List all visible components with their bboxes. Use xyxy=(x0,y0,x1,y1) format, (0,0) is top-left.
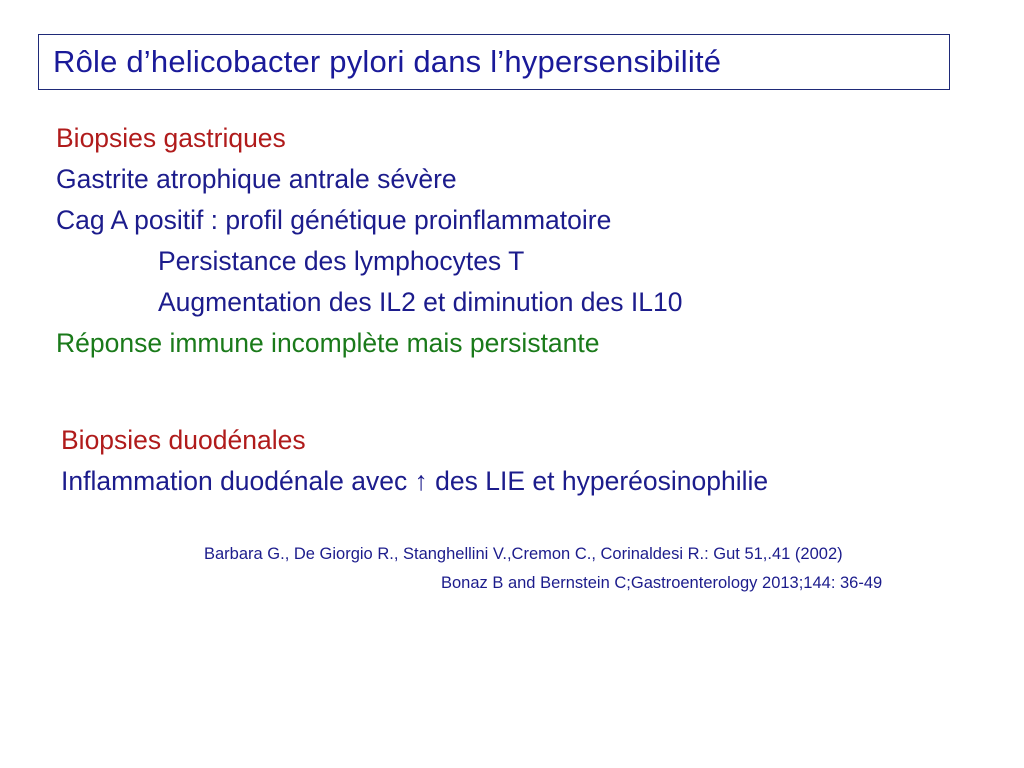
reference-2: Bonaz B and Bernstein C;Gastroenterology 2013;144: 36-49 xyxy=(441,574,883,592)
gastric-subline: Persistance des lymphocytes T xyxy=(158,246,525,276)
duodenal-heading: Biopsies duodénales xyxy=(61,425,306,455)
duodenal-section xyxy=(61,420,768,502)
duodenal-line: Inflammation duodénale avec ↑ des LIE et hyperéosinophilie xyxy=(61,466,769,496)
gastric-conclusion: Réponse immune incomplète mais persistante xyxy=(56,328,600,358)
gastric-line: Cag A positif : profil génétique proinflammatoire xyxy=(56,205,612,235)
gastric-heading: Biopsies gastriques xyxy=(56,123,286,153)
gastric-section xyxy=(56,118,682,364)
gastric-subline: Augmentation des IL2 et diminution des IL10 xyxy=(158,287,683,317)
reference-1: Barbara G., De Giorgio R., Stanghellini V.,Cremon C., Corinaldesi R.: Gut 51,.41 (2002) xyxy=(204,545,843,563)
title-box xyxy=(38,34,950,90)
slide-title: Rôle d’helicobacter pylori dans l’hypersensibilité xyxy=(53,44,722,79)
gastric-line: Gastrite atrophique antrale sévère xyxy=(56,164,457,194)
